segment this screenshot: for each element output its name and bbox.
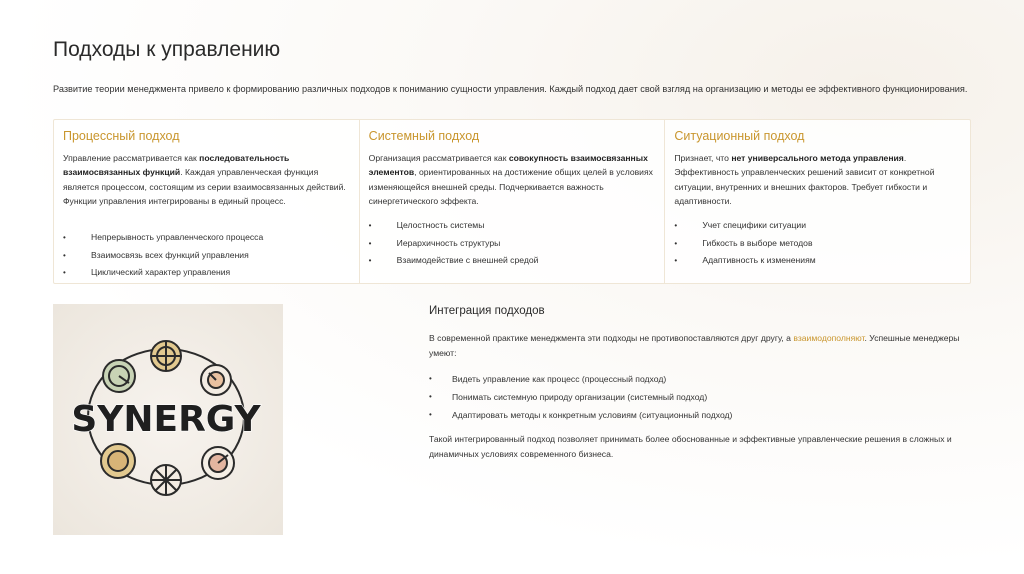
list-item: • Иерархичность структуры <box>369 235 656 253</box>
card-title: Процессный подход <box>63 129 180 143</box>
approach-cards <box>53 119 971 284</box>
list-item: • Учет специфики ситуации <box>674 217 961 235</box>
integration-list <box>429 370 974 424</box>
card-system <box>360 120 666 283</box>
synergy-image <box>53 304 283 535</box>
list-item: • Непрерывность управленческого процесса <box>63 229 350 247</box>
synergy-label: SYNERGY <box>71 399 261 440</box>
list-item: • Циклический характер управления <box>63 264 350 282</box>
list-item: • Адаптировать методы к конкретным условиям (ситуационный подход) <box>429 406 974 424</box>
list-item: • Взаимодействие с внешней средой <box>369 252 656 270</box>
card-list <box>369 217 656 270</box>
page-title: Подходы к управлению <box>53 38 281 61</box>
card-description: Организация рассматривается как совокупность взаимосвязанных элементов, ориентированных на достижение общих целей в условиях изменяющейся внешней среды. Подчеркивается важность синергетического эффекта. <box>368 153 653 207</box>
intro-text: Развитие теории менеджмента привело к формированию различных подходов к пониманию сущности управления. Каждый подход дает свой взгляд на организацию и методы ее эффективного функционирования. <box>53 84 968 94</box>
list-item: • Адаптивность к изменениям <box>674 252 961 270</box>
synergy-illustration <box>53 304 283 535</box>
card-process <box>54 120 360 283</box>
card-list <box>63 229 350 282</box>
list-item: • Видеть управление как процесс (процессный подход) <box>429 370 974 388</box>
card-title: Ситуационный подход <box>674 129 805 143</box>
integration-conclusion: Такой интегрированный подход позволяет принимать более обоснованные и эффективные управленческие решения в сложных и динамичных условиях современного бизнеса. <box>429 434 952 459</box>
integration-title: Интеграция подходов <box>429 305 545 317</box>
integration-paragraph: В современной практике менеджмента эти подходы не противопоставляются друг другу, а взаимодополняют. Успешные менеджеры умеют: <box>429 333 960 358</box>
card-description: Управление рассматривается как последовательность взаимосвязанных функций. Каждая управленческая функция является процессом, состоящим из серии взаимосвязанных действий. Функции управления интегрированы в единый процесс. <box>63 153 346 207</box>
list-item: • Взаимосвязь всех функций управления <box>63 247 350 265</box>
card-situational <box>665 120 970 283</box>
list-item: • Понимать системную природу организации (системный подход) <box>429 388 974 406</box>
card-list <box>674 217 961 270</box>
card-title: Системный подход <box>368 129 480 143</box>
list-item: • Целостность системы <box>369 217 656 235</box>
list-item: • Гибкость в выборе методов <box>674 235 961 253</box>
card-description: Признает, что нет универсального метода управления. Эффективность управленческих решений зависит от конкретной ситуации, внутренних и внешних факторов. Требует гибкости и адаптивности. <box>674 153 935 207</box>
integration-section <box>429 305 974 461</box>
